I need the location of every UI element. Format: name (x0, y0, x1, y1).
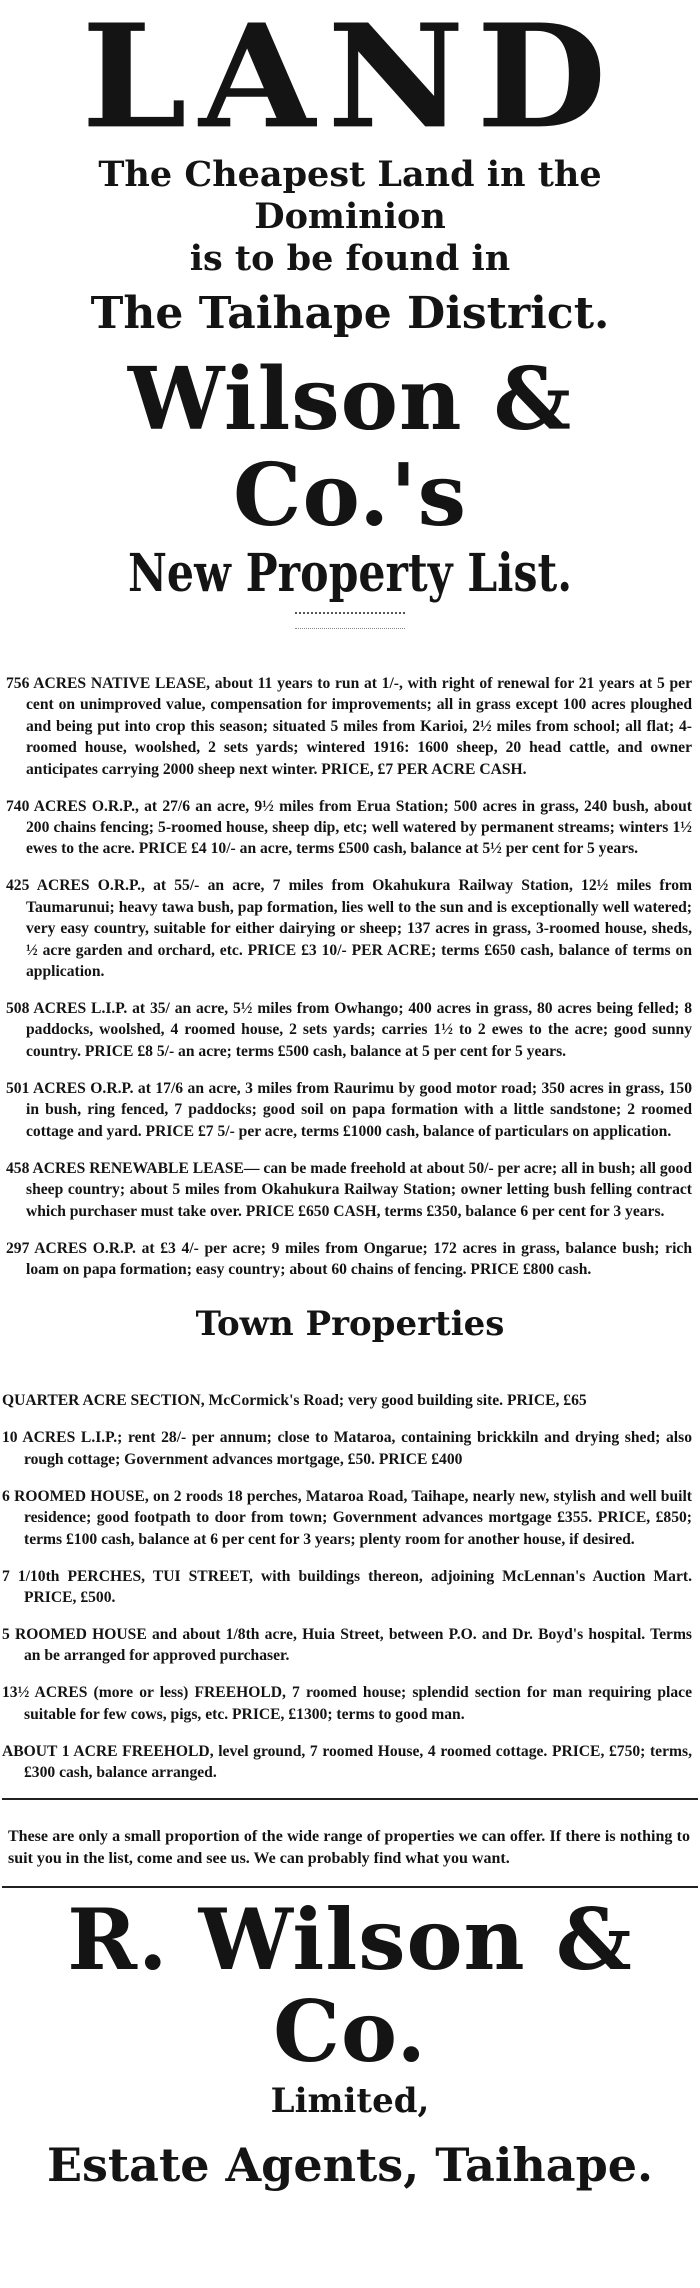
town-properties-heading: Town Properties (195, 1304, 505, 1345)
town-listing-item: 6 ROOMED HOUSE, on 2 roods 18 perches, Mataroa Road, Taihape, nearly new, stylish and well built residence; good footpath to door from town; Government advances mortgage £355. PRICE, £850; terms £100 cash, balance at 6 per cent for 3 years; plenty room for another house, if desired. (2, 1487, 692, 1548)
town-listing-item: 5 ROOMED HOUSE and about 1/8th acre, Huia Street, between P.O. and Dr. Boyd's hospital. Terms an be arranged for approved purchaser. (2, 1625, 692, 1665)
agent-name: R. Wilson & Co. (67, 1889, 633, 2081)
divider-rule (2, 1886, 698, 1888)
town-listing-item: 10 ACRES L.I.P.; rent 28/- per annum; close to Mataroa, containing brickkiln and drying shed; also rough cottage; Government advances mortgage, £50. PRICE £400 (2, 1429, 692, 1468)
town-listing-item: 7 1/10th PERCHES, TUI STREET, with buildings thereon, adjoining McLennan's Auction Mart. PRICE, £500. (2, 1567, 692, 1606)
tagline (0, 154, 700, 280)
listing-item: 740 ACRES O.R.P., at 27/6 an acre, 9½ miles from Erua Station; 500 acres in grass, 240 bush, about 200 chains fencing; 5-roomed house, sheep dip, etc; well watered by permanent streams; winters 1½ ewes to the acre. PRICE £4 10/- an acre, terms £500 cash, balance at 5½ per cent for 5 years. (6, 797, 692, 858)
listing-item: 501 ACRES O.R.P. at 17/6 an acre, 3 miles from Raurimu by good motor road; 350 acres in grass, 150 in bush, ring fenced, 7 paddocks; good soil on papa formation with a little sandstone; 2 roomed cottage and yard. PRICE £7 5/- per acre, terms £1000 cash, balance of particulars on application. (6, 1079, 692, 1140)
divider-rule (2, 1798, 698, 1800)
town-listings (0, 1390, 700, 1783)
listing-item: 425 ACRES O.R.P., at 55/- an acre, 7 miles from Okahukura Railway Station, 12½ miles from Taumarunui; heavy tawa bush, pap formation, lies well to the sun and is exceptionally well watered; very easy country, suitable for either dairying or sheep; 137 acres in grass, 3-roomed house, sheds, ½ acre garden and orchard, etc. PRICE £3 10/- PER ACRE; terms £650 cash, balance of terms on application. (6, 877, 692, 981)
town-listing-item: 13½ ACRES (more or less) FREEHOLD, 7 roomed house; splendid section for man requiring place suitable for few cows, pigs, etc. PRICE, £1300; terms to good man. (2, 1684, 692, 1723)
headline: LAND (81, 0, 619, 161)
closing-note: These are only a small proportion of the wide range of properties we can offer. If there is nothing to suit you in the list, come and see us. We can probably find what you want. (8, 1827, 690, 1867)
listing-item: 508 ACRES L.I.P. at 35/ an acre, 5½ miles from Owhango; 400 acres in grass, 80 acres being felled; 8 paddocks, woolshed, 4 roomed house, 2 sets yards; carries 1½ to 2 ewes to the acre; good sunny country. PRICE £8 5/- an acre; terms £500 cash, balance at 5 per cent for 5 years. (6, 1000, 692, 1060)
listing-item: 756 ACRES NATIVE LEASE, about 11 years to run at 1/-, with right of renewal for 21 years at 5 per cent on unimproved value, compensation for improvements; all in grass except 100 acres ploughed and being put into crop this season; situated 5 miles from Karioi, 2½ miles from school; all flat; 4-roomed house, woolshed, 2 sets yards; wintered 1916: 1600 sheep, 20 head cattle, and owner anticipates carrying 2000 sheep next winter. PRICE, £7 PER ACRE CASH. (6, 675, 692, 778)
firm-name: Wilson & Co.'s (127, 349, 573, 546)
tagline-line-2: is to be found in (189, 238, 511, 279)
rural-listings (0, 673, 700, 1280)
agent-tagline: Estate Agents, Taihape. (46, 2137, 654, 2192)
property-list-title: New Property List. (127, 543, 573, 604)
listing-item: 297 ACRES O.R.P. at £3 4/- per acre; 9 miles from Ongarue; 172 acres in grass, balance bush; rich loam on papa formation; easy country; about 60 chains of fencing. PRICE £800 cash. (6, 1239, 692, 1278)
agent-limited: Limited, (270, 2080, 430, 2121)
tagline-line-1: The Cheapest Land in the Dominion (98, 154, 602, 237)
listing-item: 458 ACRES RENEWABLE LEASE— can be made freehold at about 50/- per acre; all in bush; all good sheep country; about 5 miles from Okahukura Railway Station; owner letting bush felling contract which purchaser must take over. PRICE £650 CASH, terms £350, balance 6 per cent for 3 years. (6, 1159, 692, 1220)
town-listing-item: ABOUT 1 ACRE FREEHOLD, level ground, 7 roomed House, 4 roomed cottage. PRICE, £750; terms, £300 cash, balance arranged. (2, 1742, 692, 1782)
district-title: The Taihape District. (90, 288, 610, 339)
town-listing-item: QUARTER ACRE SECTION, McCormick's Road; very good building site. PRICE, £65 (2, 1392, 587, 1410)
decorative-flourish (295, 612, 405, 629)
